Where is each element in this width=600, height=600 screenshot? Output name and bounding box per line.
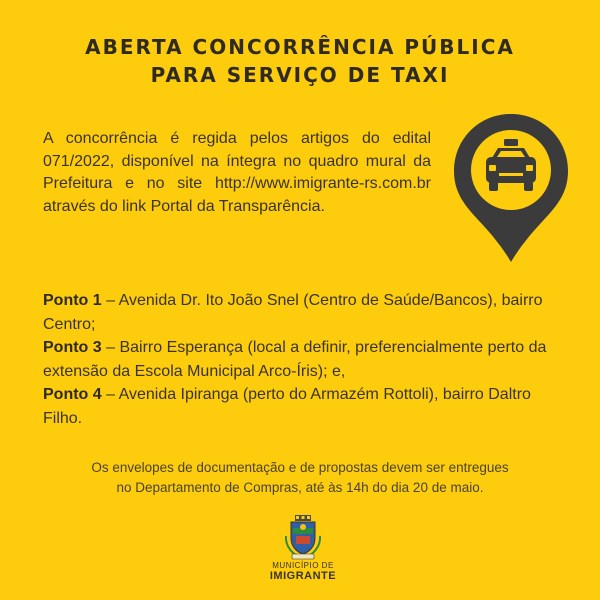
municipal-crest-icon [283, 514, 323, 562]
title-line-2: PARA SERVIÇO DE TAXI [150, 63, 450, 87]
point-text: – Avenida Ipiranga (perto do Armazém Rottoli), bairro Daltro Filho. [43, 386, 531, 427]
point-label: Ponto 4 [43, 386, 102, 403]
point-text: – Bairro Esperança (local a definir, preferencialmente perto da extensão da Escola Municipal Arco-Íris); e, [43, 339, 547, 380]
footer-line-2: no Departamento de Compras, até às 14h do dia 20 de maio. [116, 480, 484, 495]
page-title [0, 33, 600, 89]
logo-line-1: MUNICÍPIO DE [272, 561, 334, 570]
title-line-1: ABERTA CONCORRÊNCIA PÚBLICA [85, 35, 515, 59]
points-list [43, 289, 563, 430]
list-item [43, 383, 563, 430]
point-text: – Avenida Dr. Ito João Snel (Centro de Saúde/Bancos), bairro Centro; [43, 292, 543, 333]
intro-paragraph: A concorrência é regida pelos artigos do edital 071/2022, disponível na íntegra no quadro mural da Prefeitura e no site http://www.imigrante-rs.com.br através do link Portal da Transparência. [43, 130, 431, 215]
list-item [43, 336, 563, 383]
municipality-logo-text [250, 560, 356, 582]
taxi-location-pin-icon [452, 112, 570, 264]
point-label: Ponto 3 [43, 339, 102, 356]
point-label: Ponto 1 [43, 292, 102, 309]
footer-note [0, 458, 600, 498]
footer-line-1: Os envelopes de documentação e de propostas devem ser entregues [91, 460, 509, 475]
list-item [43, 289, 563, 336]
logo-line-2: IMIGRANTE [269, 570, 337, 582]
